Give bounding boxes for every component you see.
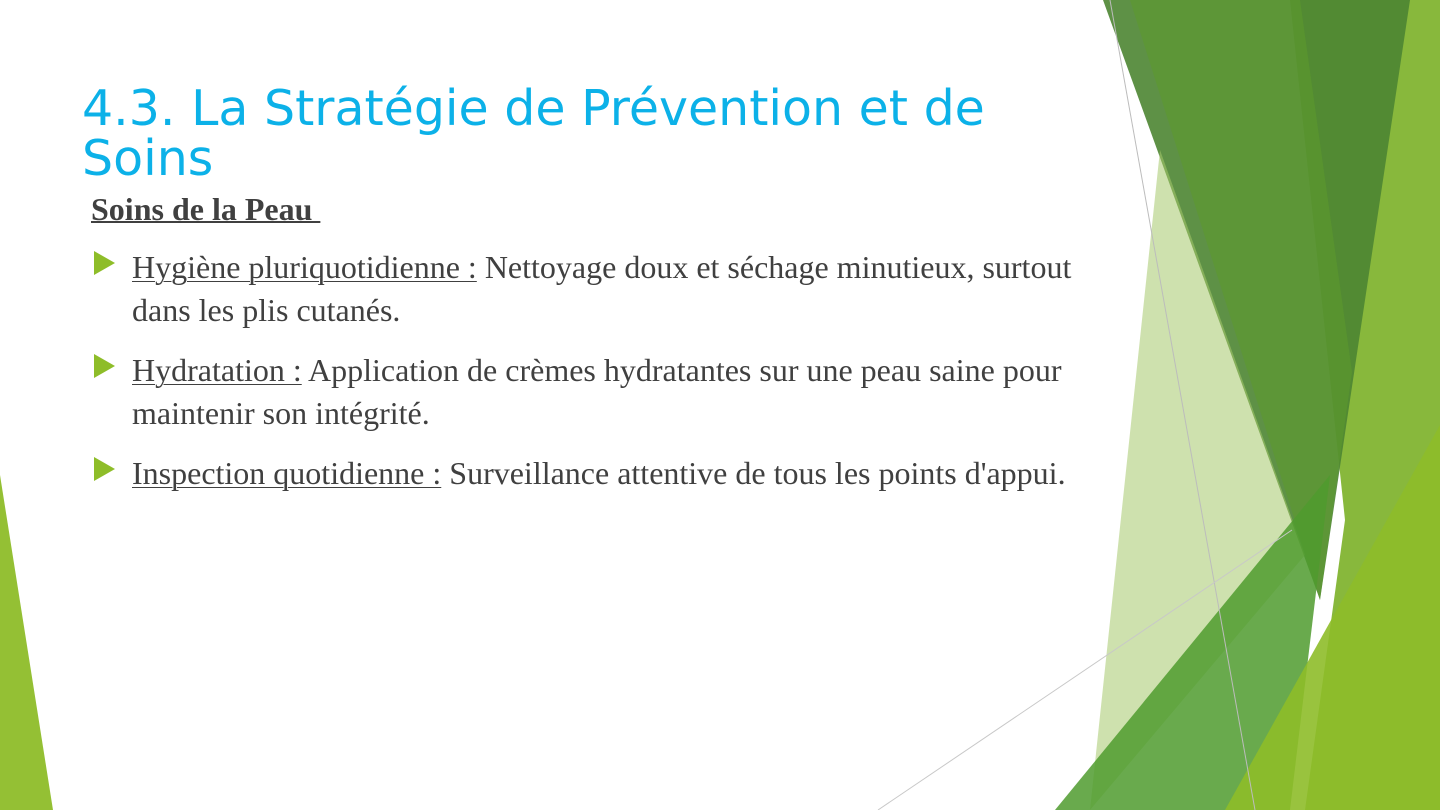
bullet-text: Surveillance attentive de tous les points d'appui. — [441, 455, 1066, 491]
list-item — [90, 246, 1090, 332]
bullet-text: Application de crèmes hydratantes sur une peau saine pour maintenir son intégrité. — [132, 352, 1062, 431]
triangle-right-icon — [94, 457, 115, 481]
list-item — [90, 349, 1090, 435]
left-green-shape — [0, 475, 53, 810]
list-item — [90, 452, 1090, 495]
triangle-right-icon — [94, 251, 115, 275]
bullet-term: Hygiène pluriquotidienne : — [132, 249, 477, 285]
bullet-term: Inspection quotidienne : — [132, 455, 442, 491]
section-subtitle: Soins de la Peau — [91, 191, 321, 227]
slide-title: 4.3. La Stratégie de Prévention et de Soins — [82, 80, 985, 187]
bullet-list — [90, 246, 1090, 512]
bullet-text: Nettoyage doux et séchage minutieux, surtout dans les plis cutanés. — [132, 249, 1072, 328]
triangle-right-icon — [94, 354, 115, 378]
bullet-term: Hydratation : — [132, 352, 302, 388]
